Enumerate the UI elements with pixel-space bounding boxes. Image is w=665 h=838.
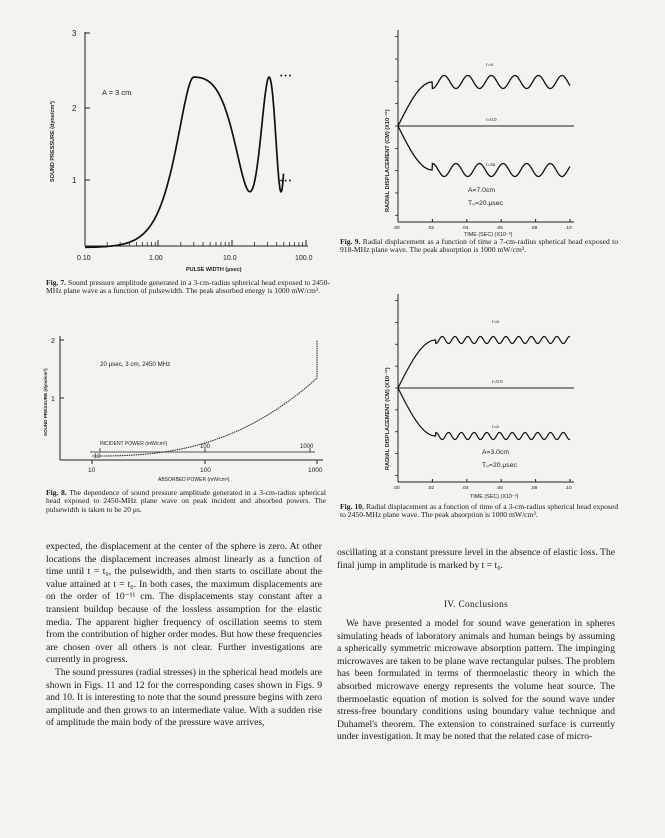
fig9-xlabel: TIME (SEC) (X10⁻³) (464, 232, 513, 237)
fig7-ytick-3: 3 (72, 29, 77, 38)
fig7-caption-text: Sound pressure amplitude generated in a 3-cm-radius spherical head exposed to 2450-MHz plane wave as a function of pulsewidth. The peak absorbed energy is 1000 mW/cm³. (46, 278, 330, 296)
fig9-caption-text: Radial displacement as a function of time a 7-cm-radius spherical head exposed to 918-MHz plane wave. The peak absorption is 1000 mW/cm³. (340, 237, 618, 255)
fig7-dots-top: • • • (280, 73, 292, 80)
fig7-minor-ticks (107, 242, 302, 246)
fig7-ytick-1: 1 (72, 176, 77, 185)
fig10-caption-label: Fig. 10. (340, 502, 364, 511)
fig10-label-mid: r=0.0 (492, 379, 503, 384)
fig10-xticks (393, 479, 572, 491)
right-paragraph-1: oscillating at a constant pressure level in the absence of elastic loss. The final jump in amplitude is marked by t = t₀. (337, 547, 615, 571)
fig10-curve-bottom (398, 388, 570, 440)
fig8-plot (40, 328, 330, 488)
right-column-text-bottom (337, 618, 615, 744)
fig9-xtick: .02 (427, 226, 435, 231)
fig10-plot (374, 286, 584, 501)
fig7-caption (46, 279, 330, 296)
fig8-caption-label: Fig. 8. (46, 488, 67, 497)
fig9-curve-bottom (398, 126, 570, 177)
section-heading: IV. Conclusions (443, 600, 509, 610)
fig9-xtick: .00 (393, 226, 400, 231)
fig9-caption (340, 238, 618, 255)
fig10-curve-top (398, 337, 570, 389)
fig10-param2: T₀=20.μsec (482, 462, 517, 469)
fig7-xtick-0: 0.10 (77, 255, 91, 262)
fig10-xlabel: TIME (SEC) (X10⁻³) (470, 494, 519, 500)
fig8-ytick-1: 1 (51, 396, 55, 403)
fig10-xtick: .04 (461, 486, 469, 491)
fig8-incident-tick-0: 10 (94, 454, 101, 460)
fig7-ytick-2: 2 (72, 104, 77, 113)
fig9-plot (374, 22, 584, 237)
fig7-xtick-3: 100.0 (295, 255, 313, 262)
fig9-ylabel: RADIAL DISPLACEMENT (CM) (X10⁻¹¹) (385, 109, 391, 212)
fig7-xtick-1: 1.00 (149, 255, 163, 262)
fig9-xticks (393, 219, 572, 231)
fig9-xtick: .08 (530, 226, 538, 231)
fig7-caption-label: Fig. 7. (46, 278, 67, 287)
fig7-xlabel: PULSE WIDTH (μsec) (186, 267, 242, 273)
fig9-xtick: .06 (496, 226, 503, 231)
fig10-caption-text: Radial displacement as a function of time of a 3-cm-radius spherical head exposed to 2450-MHz plane wave. The peak absorption is 1000 mW/cm³. (340, 502, 618, 520)
fig7-curve (85, 77, 284, 247)
right-column-text-top (337, 547, 615, 572)
fig8-absorbed-label: ABSORBED POWER (mW/cm³) (158, 477, 230, 483)
fig8-ytick-2: 2 (51, 338, 55, 345)
left-paragraph-2: The sound pressures (radial stresses) in the spherical head models are shown in Figs. 11 and 12 for the corresponding cases shown in Figs. 9 and 10. It is interesting to note that the sound pressure begins with zero amplitude and then grows to an intermediate value. With a sudden rise of amplitude the main body of the pressure wave arrives, (46, 666, 322, 729)
fig9-param1: A=7.0cm (468, 187, 496, 194)
fig8-caption (46, 489, 326, 514)
left-column-text (46, 541, 322, 730)
fig7-ylabel: SOUND PRESSURE (dyne/cm²) (50, 101, 56, 182)
fig8-incident-tick-2: 1000 (300, 444, 314, 450)
fig8-ylabel: SOUND PRESSURE (dyne/cm²) (43, 368, 48, 436)
fig10-xtick: .06 (496, 486, 503, 491)
right-paragraph-2: We have presented a model for sound wave generation in spheres simulating heads of laboratory animals and human beings by assuming a spherically symmetric microwave absorption pattern. The impinging microwaves are taken to be plane wave rectangular pulses. The problem has been formulated in terms of thermoelastic theory in which the absorbed microwave energy represents the volume heat source. The thermoelastic equation of motion is solved for the sound wave under stress-free boundary conditions using boundary value technique and Duhamel's theorem. The extension to constrained surface is currently under investigation. It may be noted that the related case of micro- (337, 618, 615, 743)
fig7-dots-bottom: • • • (280, 178, 292, 185)
fig8-absorbed-tick-0: 10 (88, 467, 96, 474)
fig10-xtick: .10 (565, 486, 572, 491)
fig9-xtick: .04 (461, 226, 469, 231)
fig7-xtick-2: 10.0 (223, 255, 237, 262)
fig9-label-mid: r=0.0 (486, 117, 497, 122)
fig10-caption (340, 503, 618, 520)
fig9-curve-top (398, 76, 570, 127)
fig7-annotation: A = 3 cm (102, 88, 132, 97)
fig10-param1: A=3.0cm (482, 449, 510, 456)
fig9-param2: T₀=20.μsec (468, 200, 503, 207)
fig8-curve (92, 340, 317, 456)
fig8-incident-tick-1: 100 (200, 444, 211, 450)
left-paragraph-1: expected, the displacement at the center of the sphere is zero. At other locations the displacement increases almost linearly as a function of time until t = t₀, the pulsewidth, and then starts to oscillate about the value attained at t = t₀. In both cases, the maximum displacements are on the order of 10⁻¹¹ cm. The displacements stay constant after a transient buildup because of the lossless assumption for the elastic media. The apparent higher frequency of oscillation seems to stem from the contribution of higher order modes. But how these frequencies are chosen over all others is not clear. Further investigations are currently in progress. (46, 541, 322, 666)
fig9-caption-label: Fig. 9. (340, 237, 361, 246)
fig9-xtick: .10 (565, 226, 572, 231)
fig8-incident-label: INCIDENT POWER (mW/cm²) (100, 441, 168, 447)
fig7-axes (85, 32, 308, 246)
fig10-xtick: .00 (393, 486, 400, 491)
fig10-label-bot: r=a (492, 424, 499, 429)
fig8-annotation: 20 μsec, 3 cm, 2450 MHz (100, 361, 171, 368)
fig8-caption-text: The dependence of sound pressure amplitude generated in a 3-cm-radius spherical head exposed to 2450-MHz plane wave on peak incident and absorbed powers. The pulsewidth is taken to be 20 μs. (46, 488, 326, 514)
fig8-absorbed-tick-2: 1000 (308, 467, 323, 474)
fig10-label-top: r=a (492, 319, 499, 324)
fig9-label-top: r=a (486, 62, 493, 67)
fig9-label-bot: r=2a (486, 162, 496, 167)
fig10-xtick: .02 (427, 486, 435, 491)
fig10-ylabel: RADIAL DISPLACEMENT (CM) (X10⁻¹¹) (385, 367, 391, 470)
fig7-plot (40, 20, 330, 275)
fig10-xtick: .08 (530, 486, 538, 491)
fig8-absorbed-tick-1: 100 (200, 467, 211, 474)
